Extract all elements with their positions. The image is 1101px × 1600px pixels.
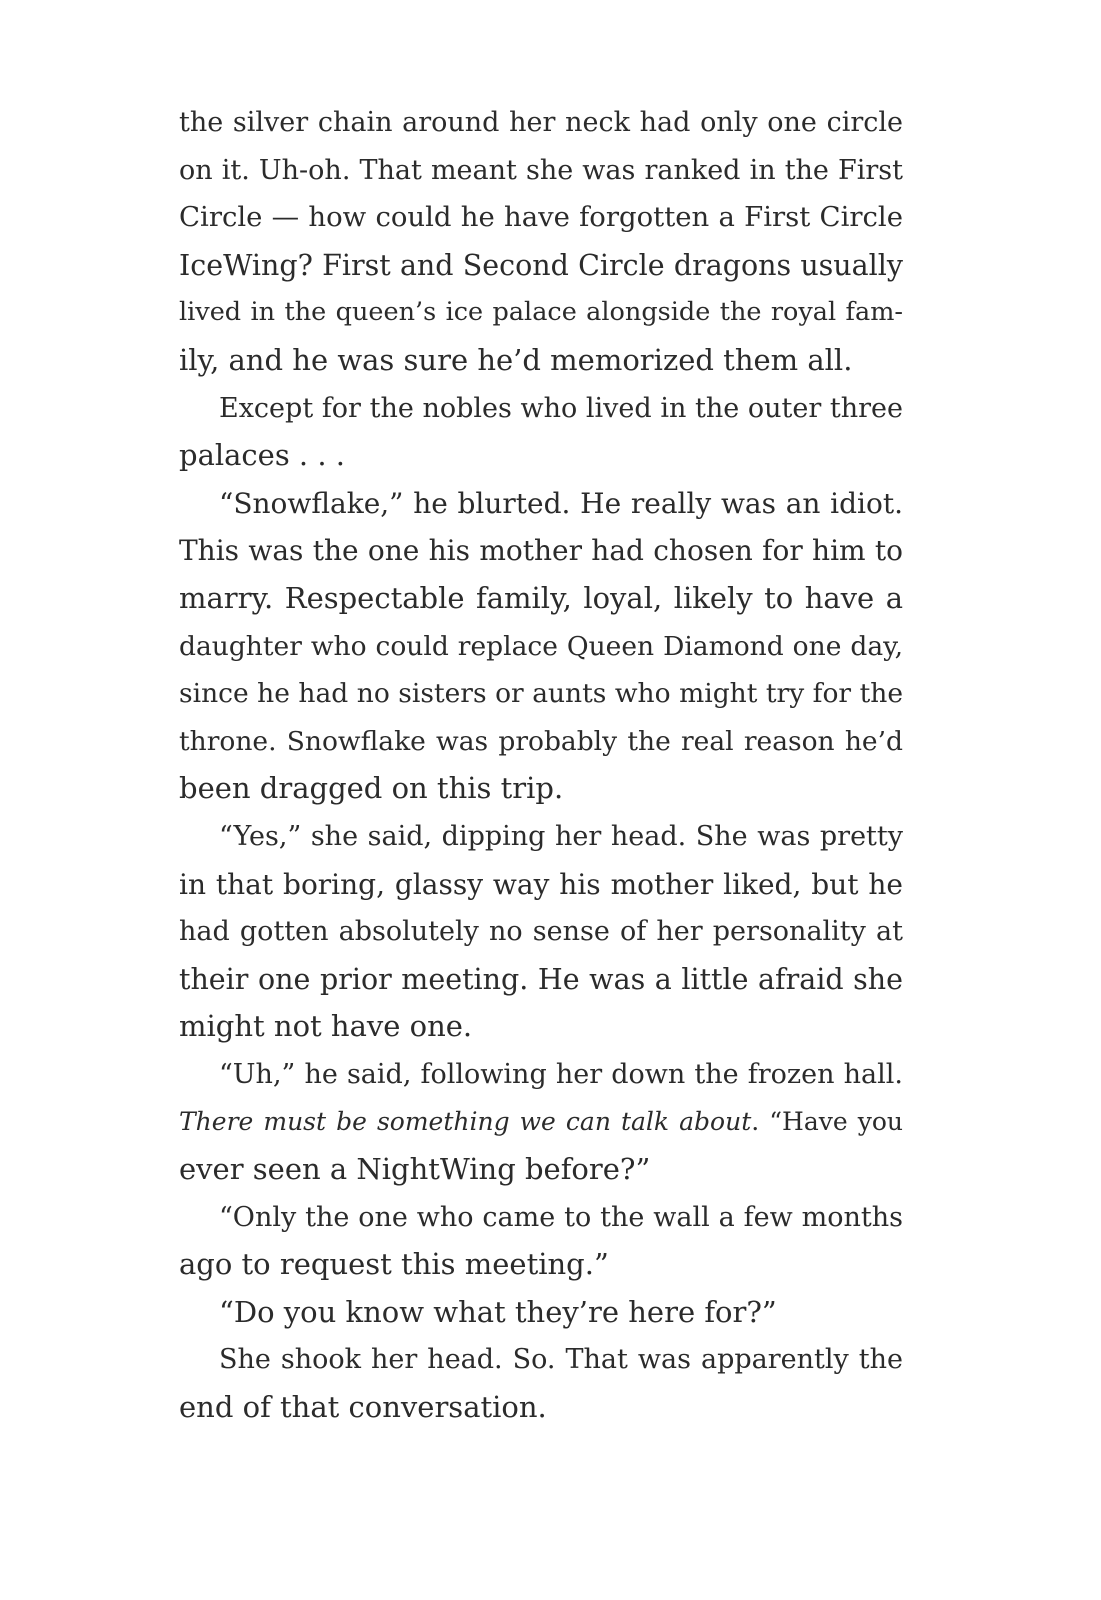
- line-text: might not have one.: [179, 1009, 473, 1044]
- line-text: in that boring, glassy way his mother liked, but he: [179, 867, 903, 901]
- line-text: had gotten absolutely no sense of her personality at: [179, 916, 903, 948]
- text-line: [179, 432, 903, 480]
- line-text: palaces . . .: [179, 438, 346, 473]
- line-text: “Yes,” she said, dipping her head. She was pretty: [219, 820, 903, 852]
- text-line: [179, 1241, 903, 1289]
- text-line: [179, 1051, 903, 1099]
- text-line: [179, 908, 903, 956]
- line-text: since he had no sisters or aunts who might try for the: [179, 678, 903, 710]
- text-line: [179, 527, 903, 575]
- text-line: [179, 194, 903, 242]
- text-line: [179, 337, 903, 385]
- text-line: [179, 289, 903, 337]
- line-text: “Uh,” he said, following her down the frozen hall.: [219, 1058, 903, 1090]
- line-text: ago to request this meeting.”: [179, 1247, 609, 1282]
- line-text: end of that conversation.: [179, 1390, 547, 1425]
- line-text: daughter who could replace Queen Diamond one day,: [179, 630, 903, 662]
- text-line: [179, 1289, 903, 1337]
- text-line: [179, 956, 903, 1004]
- line-text: . “Have you: [751, 1107, 903, 1137]
- text-line: [179, 1384, 903, 1432]
- text-line: [179, 718, 903, 766]
- text-line: [179, 861, 903, 909]
- line-text: Circle — how could he have forgotten a First Circle: [179, 201, 903, 234]
- text-line: [179, 1146, 903, 1194]
- line-text: “Only the one who came to the wall a few months: [219, 1201, 903, 1233]
- text-line: [179, 385, 903, 433]
- line-text: “Do you know what they’re here for?”: [219, 1294, 777, 1329]
- text-line: [179, 765, 903, 813]
- line-text: throne. Snowflake was probably the real reason he’d: [179, 725, 903, 757]
- line-text: on it. Uh-oh. That meant she was ranked in the First: [179, 154, 903, 186]
- text-line: [179, 1098, 903, 1146]
- text-line: [179, 575, 903, 623]
- text-line: [179, 1194, 903, 1242]
- line-text: been dragged on this trip.: [179, 771, 564, 806]
- text-line: [179, 813, 903, 861]
- italic-thought: There must be something we can talk about: [179, 1107, 752, 1137]
- text-line: [179, 99, 903, 147]
- text-line: [179, 1336, 903, 1384]
- text-line: [179, 1003, 903, 1051]
- line-text: the silver chain around her neck had only one circle: [179, 107, 903, 138]
- line-text: IceWing? First and Second Circle dragons usually: [179, 248, 903, 282]
- body-text: [179, 99, 903, 1432]
- line-text: ily, and he was sure he’d memorized them all.: [179, 342, 853, 377]
- text-line: [179, 242, 903, 290]
- line-text: She shook her head. So. That was apparently the: [219, 1344, 903, 1376]
- line-text: Except for the nobles who lived in the outer three: [219, 392, 903, 424]
- line-text: This was the one his mother had chosen for him to: [179, 534, 903, 568]
- line-text: lived in the queen’s ice palace alongside the royal fam-: [179, 297, 903, 328]
- text-line: [179, 480, 903, 528]
- line-text: ever seen a NightWing before?”: [179, 1152, 651, 1187]
- text-line: [179, 670, 903, 718]
- text-line: [179, 623, 903, 671]
- text-line: [179, 147, 903, 195]
- line-text: “Snowflake,” he blurted. He really was an idiot.: [219, 486, 903, 520]
- line-text: marry. Respectable family, loyal, likely to have a: [179, 580, 903, 615]
- line-text: their one prior meeting. He was a little afraid she: [179, 962, 903, 996]
